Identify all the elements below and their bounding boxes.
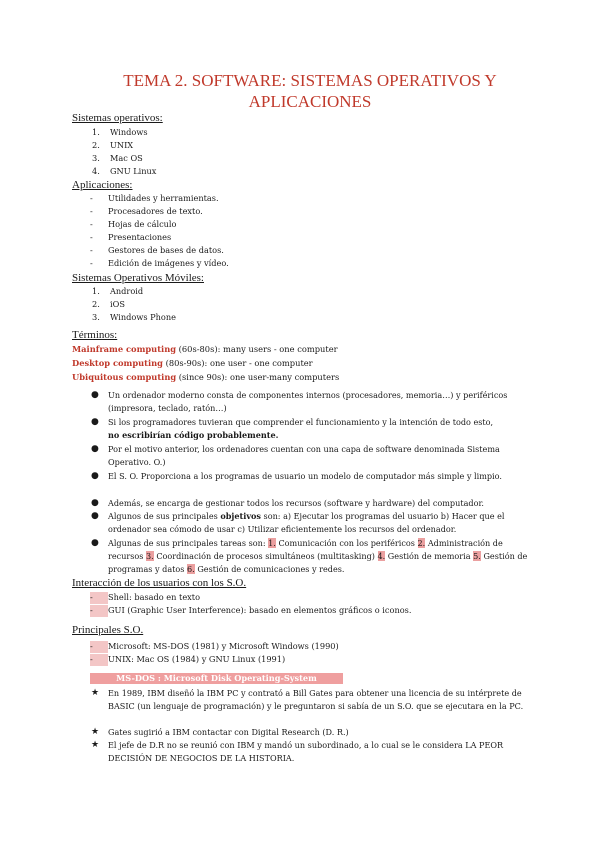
list-item: - Hojas de cálculo <box>90 219 177 229</box>
list-item: 2. UNIX <box>92 140 134 150</box>
star-item: ★ El jefe de D.R no se reunió con IBM y mandó un subordinado, a lo cual se le considera LA PEOR DECISIÓN DE NEGOCIOS DE LA HISTORIA. <box>91 740 504 763</box>
bullet-item: ● El S. O. Proporciona a los programas de usuario un modelo de computador más simple y limpio. <box>91 471 502 481</box>
list-item: 1. Android <box>92 286 144 296</box>
list-item: - Microsoft: MS-DOS (1981) y Microsoft Windows (1990) <box>90 641 339 651</box>
bullet-item: ● Algunos de sus principales objetivos son: a) Ejecutar los programas del usuario b) Hacer que el ordenador sea cómodo de usar c) Utilizar eficientemente los recursos del ordenador. <box>91 511 505 534</box>
bullet-item: ● Por el motivo anterior, los ordenadores cuentan con una capa de software denominada Sistema Operativo. O.) <box>91 444 500 467</box>
list-item: - Gestores de bases de datos. <box>90 245 224 255</box>
bullet-item: ● Si los programadores tuvieran que comprender el funcionamiento y la intención de todo esto, no escribirían código probablemente. <box>91 417 494 440</box>
list-item: 3. Mac OS <box>92 153 143 163</box>
section-heading-principales: Principales S.O. <box>72 624 144 636</box>
list-item: 2. iOS <box>92 299 125 309</box>
bullet-item: ● Algunas de sus principales tareas son: 1. Comunicación con los periféricos 2. Administración de recursos 3. Coordinación de procesos simultáneos (multitasking) 4. Gestión de memoria 5. Gestión de programas y datos 6. Gestión de comunicaciones y redes. <box>91 538 528 574</box>
bullet-item: ● Además, se encarga de gestionar todos los recursos (software y hardware) del computador. <box>91 498 485 508</box>
section-heading-interaccion: Interacción de los usuarios con los S.O. <box>72 577 247 589</box>
list-item: 1. Windows <box>92 127 148 137</box>
list-item: - Presentaciones <box>90 232 172 242</box>
page-title <box>60 70 560 112</box>
section-heading-moviles: Sistemas Operativos Móviles: <box>72 272 204 284</box>
msdos-banner: MS-DOS : Microsoft Disk Operating-System <box>90 673 343 684</box>
title-line-1: TEMA 2. SOFTWARE: SISTEMAS OPERATIVOS Y <box>123 71 497 90</box>
list-item: - Procesadores de texto. <box>90 206 203 216</box>
list-item: - UNIX: Mac OS (1984) y GNU Linux (1991) <box>90 654 286 664</box>
section-heading-terminos: Términos: <box>72 329 118 341</box>
term-ubiquitous: Ubiquitous computing (since 90s): one user-many computers <box>72 372 340 382</box>
star-item: ★ En 1989, IBM diseñó la IBM PC y contrató a Bill Gates para obtener una licencia de su intérprete de BASIC (un lenguaje de programación) y le preguntaron si sabía de un S.O. que se ejecutara en la PC. <box>91 688 524 711</box>
list-item: - GUI (Graphic User Interference): basado en elementos gráficos o iconos. <box>90 605 412 615</box>
bullet-item: ● Un ordenador moderno consta de componentes internos (procesadores, memoria…) y periféricos (impresora, teclado, ratón…) <box>91 390 508 413</box>
star-item: ★ Gates sugirió a IBM contactar con Digital Research (D. R.) <box>91 727 349 737</box>
section-heading-sistemas-operativos: Sistemas operativos: <box>72 112 163 124</box>
list-item: 3. Windows Phone <box>92 312 176 322</box>
list-item: - Shell: basado en texto <box>90 592 200 602</box>
list-item: 4. GNU Linux <box>92 166 157 176</box>
list-item: - Utilidades y herramientas. <box>90 193 219 203</box>
term-mainframe: Mainframe computing (60s-80s): many users - one computer <box>72 344 338 354</box>
list-item: - Edición de imágenes y vídeo. <box>90 258 229 268</box>
title-line-2: APLICACIONES <box>248 92 372 111</box>
section-heading-aplicaciones: Aplicaciones: <box>72 179 133 191</box>
term-desktop: Desktop computing (80s-90s): one user - one computer <box>72 358 313 368</box>
